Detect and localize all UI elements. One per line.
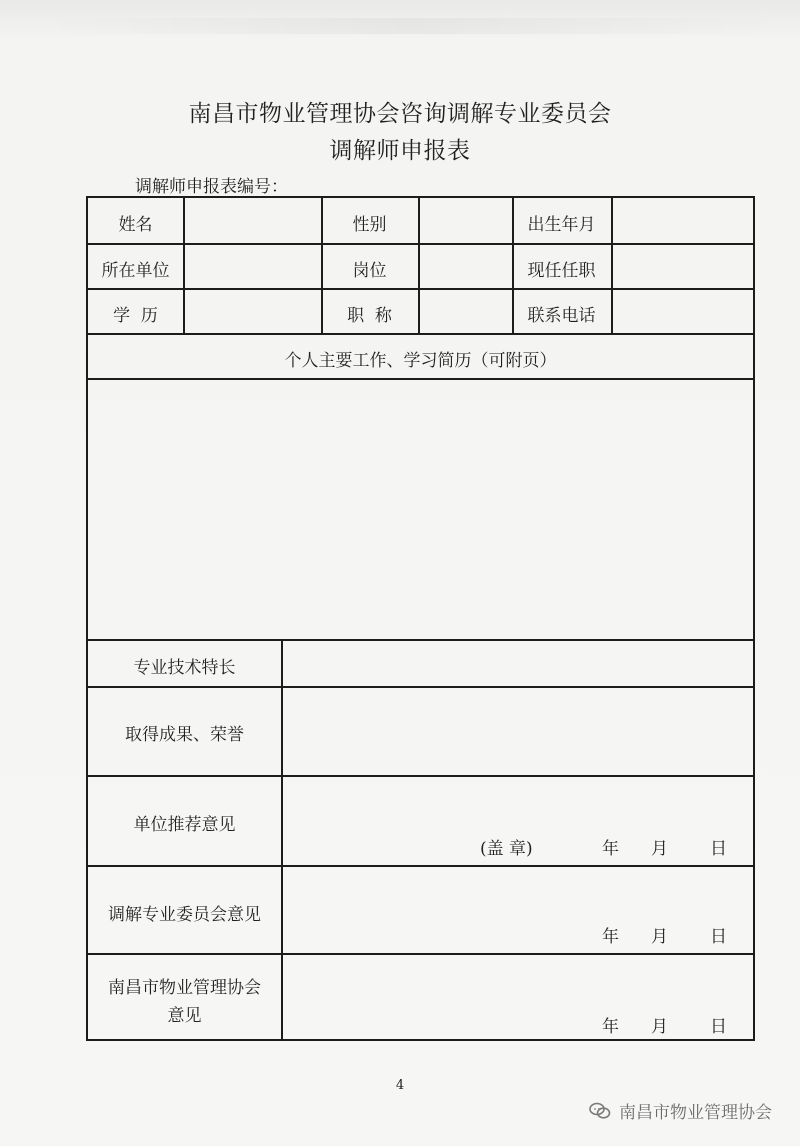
committee-opinion-month: 月 bbox=[651, 927, 668, 947]
gender-label: 性别 bbox=[352, 215, 387, 235]
table-row-divider bbox=[88, 243, 753, 245]
committee-opinion-label: 调解专业委员会意见 bbox=[108, 905, 261, 925]
watermark bbox=[589, 1098, 772, 1123]
table-row-divider bbox=[88, 333, 753, 335]
watermark-text: 南昌市物业管理协会 bbox=[619, 1103, 772, 1123]
committee-opinion-day: 日 bbox=[710, 927, 727, 947]
table-col-divider bbox=[183, 198, 185, 333]
scan-artifact bbox=[40, 18, 780, 34]
wechat-icon bbox=[589, 1102, 611, 1120]
document-title: 南昌市物业管理协会咨询调解专业委员会 bbox=[188, 101, 612, 127]
specialty-label: 专业技术特长 bbox=[133, 658, 236, 678]
association-opinion-label-line1: 南昌市物业管理协会 bbox=[108, 978, 261, 998]
table-col-divider bbox=[281, 639, 283, 1039]
table-col-divider bbox=[418, 198, 420, 333]
unit-opinion-month: 月 bbox=[651, 839, 668, 859]
application-form-table bbox=[86, 196, 755, 1041]
work-unit-label: 所在单位 bbox=[101, 261, 170, 281]
professional-title-label: 职 称 bbox=[347, 306, 392, 326]
phone-label: 联系电话 bbox=[527, 306, 596, 326]
resume-header: 个人主要工作、学习简历（可附页） bbox=[284, 351, 557, 371]
unit-opinion-year: 年 bbox=[602, 839, 619, 859]
form-number-label: 调解师申报表编号： bbox=[135, 177, 288, 197]
unit-opinion-day: 日 bbox=[710, 839, 727, 859]
association-opinion-label-line2: 意见 bbox=[167, 1006, 202, 1026]
document-subtitle: 调解师申报表 bbox=[329, 138, 471, 164]
post-label: 岗位 bbox=[352, 261, 387, 281]
seal-text: (盖 章) bbox=[480, 839, 533, 859]
education-label: 学 历 bbox=[113, 306, 158, 326]
achievements-label: 取得成果、荣誉 bbox=[125, 725, 244, 745]
table-row-divider bbox=[88, 686, 753, 688]
table-row-divider bbox=[88, 775, 753, 777]
table-row-divider bbox=[88, 639, 753, 641]
birth-date-label: 出生年月 bbox=[527, 215, 596, 235]
table-col-divider bbox=[611, 198, 613, 333]
committee-opinion-year: 年 bbox=[602, 927, 619, 947]
table-row-divider bbox=[88, 288, 753, 290]
current-position-label: 现任任职 bbox=[527, 261, 596, 281]
unit-opinion-label: 单位推荐意见 bbox=[133, 815, 236, 835]
association-opinion-day: 日 bbox=[710, 1017, 727, 1037]
table-row-divider bbox=[88, 865, 753, 867]
table-row-divider bbox=[88, 378, 753, 380]
name-label: 姓名 bbox=[118, 215, 153, 235]
association-opinion-year: 年 bbox=[602, 1017, 619, 1037]
page-number: 4 bbox=[395, 1078, 405, 1093]
table-row-divider bbox=[88, 953, 753, 955]
association-opinion-month: 月 bbox=[651, 1017, 668, 1037]
